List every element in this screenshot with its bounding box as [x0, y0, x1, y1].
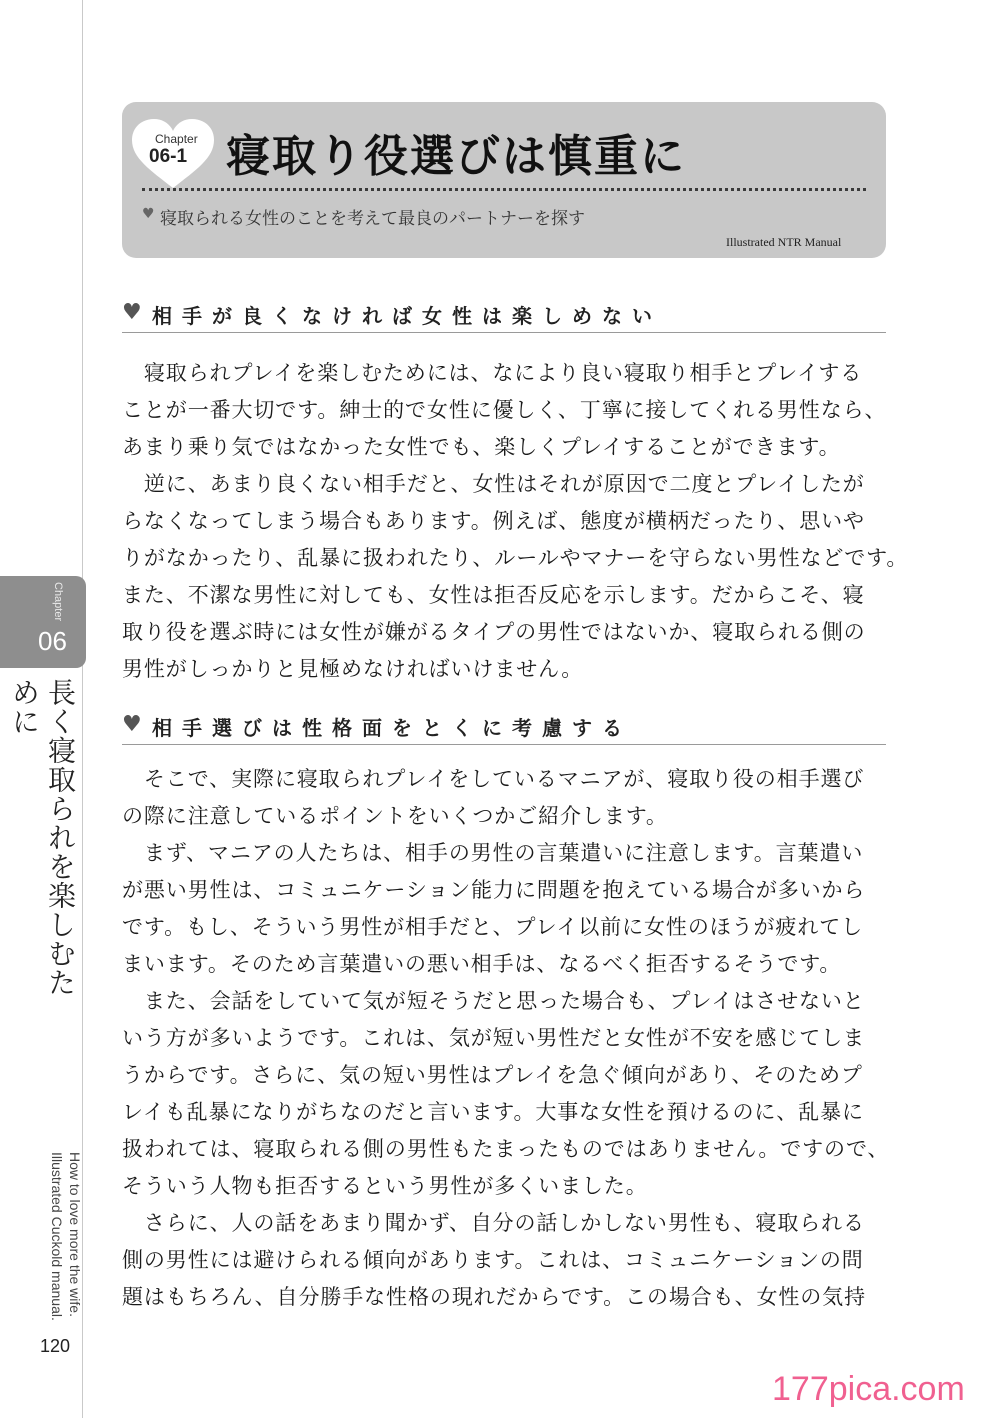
body-line: 題はもちろん、自分勝手な性格の現れだからです。この場合も、女性の気持: [122, 1285, 866, 1309]
page-number: 120: [40, 1336, 71, 1356]
body-line: さらに、人の話をあまり聞かず、自分の話しかしない男性も、寝取られる: [122, 1211, 865, 1235]
body-line: の際に注意しているポイントをいくつかご紹介します。: [122, 804, 668, 828]
body-line: まいます。そのため言葉遣いの悪い相手は、なるべく拒否するそうです。: [122, 952, 842, 976]
section-heading-text: 相手選びは性格面をとくに考慮する: [152, 716, 632, 740]
heart-bullet-icon: ♥: [122, 712, 142, 737]
body-line: 取り役を選ぶ時には女性が嫌がるタイプの男性ではないか、寝取られる側の: [122, 620, 866, 644]
section-heading: [122, 710, 886, 745]
body-line: りがなかったり、乱暴に扱われたり、ルールやマナーを守らない男性などです。: [122, 546, 909, 570]
section-heading: [122, 298, 886, 333]
body-line: ことが一番大切です。紳士的で女性に優しく、丁寧に接してくれる男性なら、: [122, 398, 887, 422]
small-heart-icon: ♥: [142, 206, 155, 222]
body-line: 扱われては、寝取られる側の男性もたまったものではありません。ですので、: [122, 1137, 890, 1161]
watermark-text: 177pica.com: [772, 1370, 965, 1408]
body-line: うからです。さらに、気の短い男性はプレイを急ぐ傾向があり、そのためプ: [122, 1063, 863, 1087]
page-subtitle: 寝取られる女性のことを考えて最良のパートナーを探す: [160, 209, 585, 229]
english-caption: [44, 1152, 84, 1332]
body-line: です。もし、そういう男性が相手だと、プレイ以前に女性のほうが疲れてし: [122, 915, 864, 939]
body-line: あまり乗り気ではなかった女性でも、楽しくプレイすることができます。: [122, 435, 841, 459]
heart-bullet-icon: ♥: [122, 300, 142, 325]
body-line: いう方が多いようです。これは、気が短い男性だと女性が不安を感じてしま: [122, 1026, 865, 1050]
manual-label: Illustrated NTR Manual: [726, 235, 842, 249]
page-title: 寝取り役選びは慎重に: [226, 131, 686, 182]
body-line: そこで、実際に寝取られプレイをしているマニアが、寝取り役の相手選び: [122, 767, 865, 791]
dotted-divider: [142, 188, 866, 191]
chapter-tab: [0, 576, 86, 668]
body-line: 側の男性には避けられる傾向があります。これは、コミュニケーションの問: [122, 1248, 864, 1272]
chapter-label: Chapter: [155, 132, 198, 146]
body-line: まず、マニアの人たちは、相手の男性の言葉遣いに注意します。言葉遣い: [122, 841, 864, 865]
body-line: そういう人物も拒否するという男性が多くいました。: [122, 1174, 648, 1198]
chapter-tab-number: 06: [38, 626, 67, 656]
body-line: また、不潔な男性に対しても、女性は拒否反応を示します。だからこそ、寝: [122, 583, 865, 607]
body-line: 逆に、あまり良くない相手だと、女性はそれが原因で二度とプレイしたが: [122, 472, 865, 496]
english-caption-line-1: How to love more the wife.: [67, 1152, 83, 1317]
chapter-tab-label: Chapter: [52, 582, 64, 622]
section-heading-text: 相手が良くなければ女性は楽しめない: [152, 304, 662, 328]
body-line: らなくなってしまう場合もあります。例えば、態度が横柄だったり、思いや: [122, 509, 865, 533]
body-line: が悪い男性は、コミュニケーション能力に問題を抱えている場合が多いから: [122, 878, 866, 902]
body-line: 男性がしっかりと見極めなければいけません。: [122, 657, 584, 681]
english-caption-line-2: Illustrated Cuckold manual.: [49, 1152, 65, 1321]
chapter-vertical-title: 長く寝取られを楽しむために: [8, 678, 77, 997]
body-line: レイも乱暴になりがちなのだと言います。大事な女性を預けるのに、乱暴に: [122, 1100, 864, 1124]
chapter-code: 06-1: [149, 146, 188, 167]
body-line: また、会話をしていて気が短そうだと思った場合も、プレイはさせないと: [122, 989, 865, 1013]
body-line: 寝取られプレイを楽しむためには、なにより良い寝取り相手とプレイする: [122, 361, 863, 385]
